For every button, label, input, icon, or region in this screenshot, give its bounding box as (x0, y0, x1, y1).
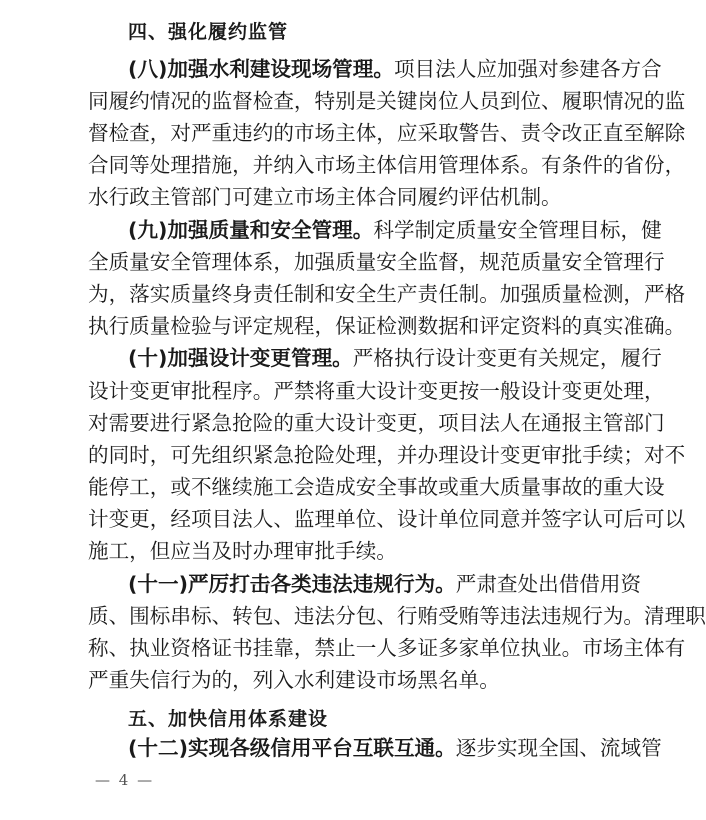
paragraph-line (128, 217, 662, 243)
paragraph-line (128, 571, 642, 597)
paragraph-line (128, 345, 662, 371)
paragraph-line: 称、执业资格证书挂靠，禁止一人多证多家单位执业。市场主体有 (88, 636, 686, 660)
section-heading: 五、加快信用体系建设 (128, 708, 329, 730)
page-number: — 4 — (95, 771, 155, 789)
paragraph-text: 逐步实现全国、流域管 (455, 736, 662, 760)
paragraph-line (128, 56, 662, 82)
paragraph-line: 设计变更审批程序。严禁将重大设计变更按一般设计变更处理， (88, 379, 665, 403)
paragraph-line: 全质量安全管理体系，加强质量安全监督，规范质量安全管理行 (88, 250, 665, 274)
paragraph-lead: (八)加强水利建设现场管理。 (128, 57, 394, 81)
paragraph-lead: (九)加强质量和安全管理。 (128, 218, 374, 242)
paragraph-line: 能停工，或不继续施工会造成安全事故或重大质量事故的重大设 (88, 475, 665, 499)
paragraph-line: 质、围标串标、转包、违法分包、行贿受贿等违法违规行为。清理职 (88, 604, 706, 628)
paragraph-text: 严格执行设计变更有关规定，履行 (352, 346, 662, 370)
section-heading: 四、强化履约监管 (128, 21, 289, 43)
paragraph-line: 同履约情况的监督检查，特别是关键岗位人员到位、履职情况的监 (88, 89, 686, 113)
paragraph-line: 对需要进行紧急抢险的重大设计变更，项目法人在通报主管部门 (88, 411, 665, 435)
paragraph-lead: (十一)严厉打击各类违法违规行为。 (128, 572, 456, 596)
paragraph-line: 严重失信行为的，列入水利建设市场黑名单。 (88, 668, 500, 692)
paragraph-line: 执行质量检验与评定规程，保证检测数据和评定资料的真实准确。 (88, 314, 686, 338)
paragraph-text: 项目法人应加强对参建各方合 (393, 57, 662, 81)
paragraph-line: 合同等处理措施，并纳入市场主体信用管理体系。有条件的省份， (88, 153, 686, 177)
paragraph-text: 科学制定质量安全管理目标，健 (373, 218, 662, 242)
paragraph-line: 督检查，对严重违约的市场主体，应采取警告、责令改正直至解除 (88, 121, 686, 145)
paragraph-line: 施工，但应当及时办理审批手续。 (88, 539, 397, 563)
paragraph-lead: (十二)实现各级信用平台互联互通。 (128, 736, 456, 760)
paragraph-line: 的同时，可先组织紧急抢险处理，并办理设计变更审批手续；对不 (88, 443, 686, 467)
paragraph-lead: (十)加强设计变更管理。 (128, 346, 353, 370)
paragraph-text: 严肃查处出借借用资 (455, 572, 642, 596)
paragraph-line: 为，落实质量终身责任制和安全生产责任制。加强质量检测，严格 (88, 282, 686, 306)
paragraph-line: 水行政主管部门可建立市场主体合同履约评估机制。 (88, 185, 562, 209)
paragraph-line: 计变更，经项目法人、监理单位、设计单位同意并签字认可后可以 (88, 507, 686, 531)
paragraph-line (128, 735, 662, 761)
